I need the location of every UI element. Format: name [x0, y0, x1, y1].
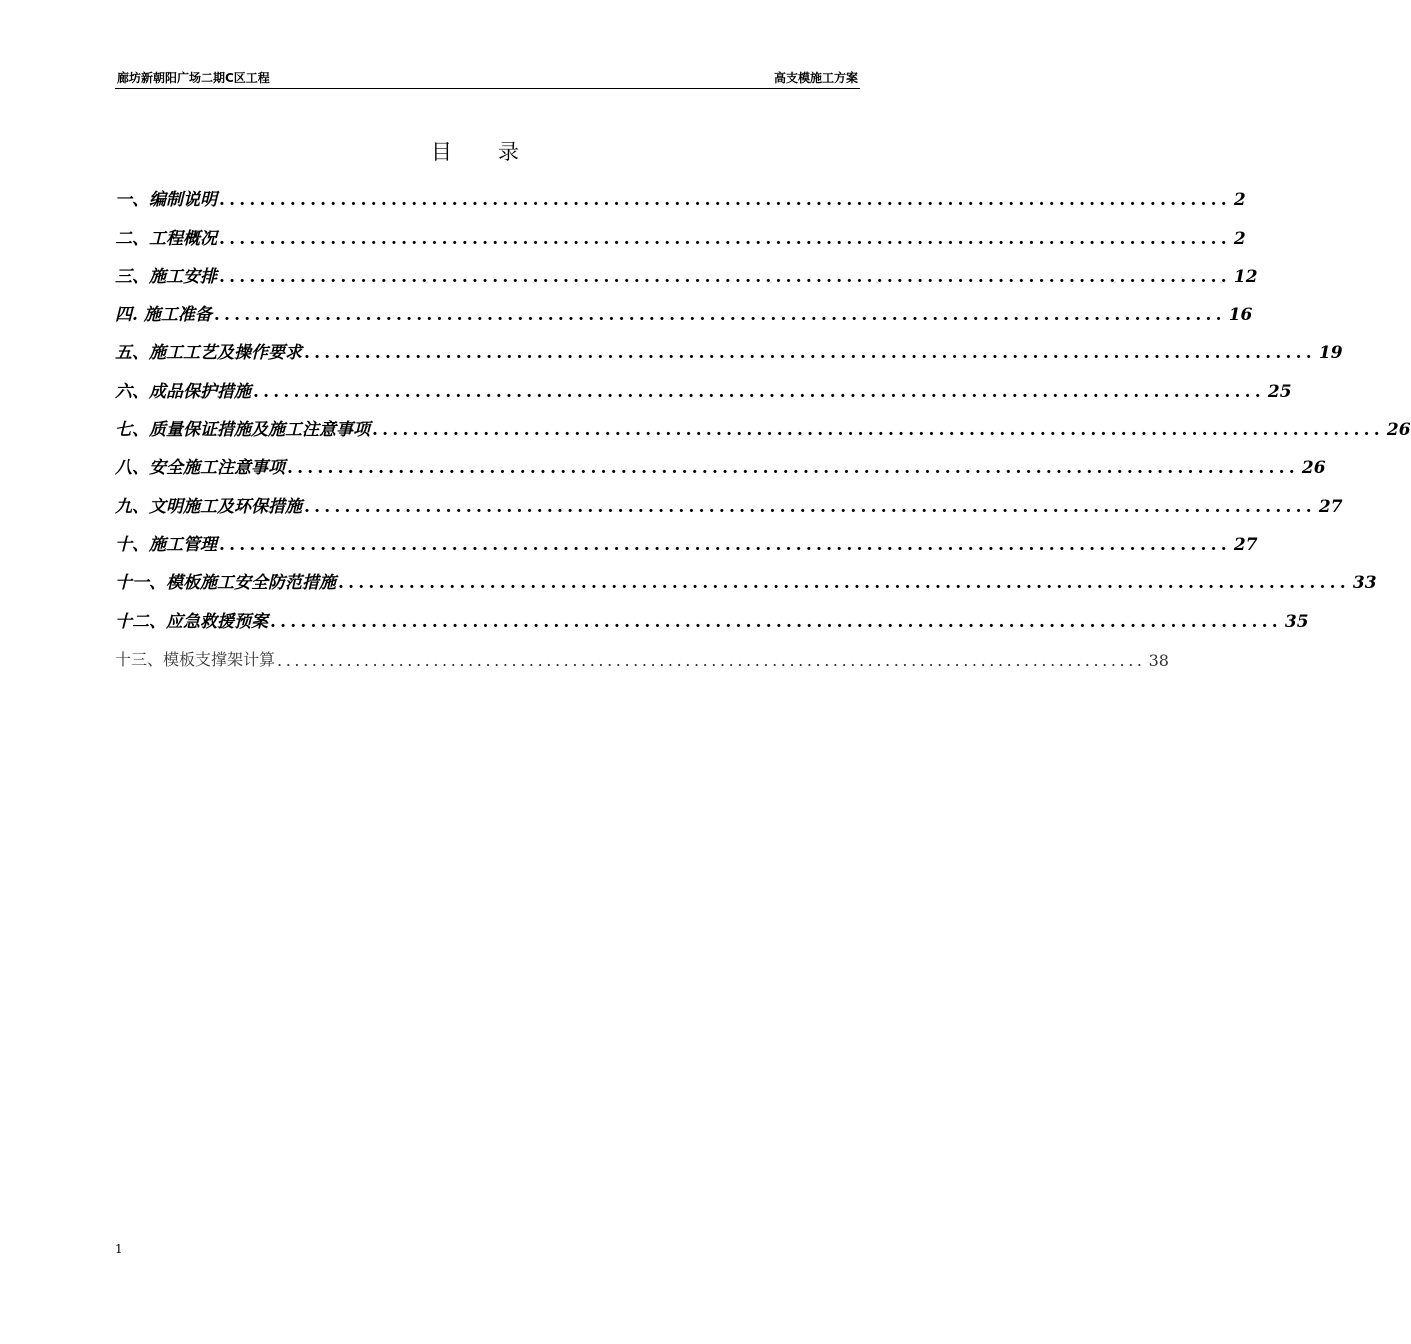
toc-entry-page: 38 [1148, 650, 1169, 670]
toc-entry[interactable] [115, 555, 1377, 594]
toc-entry-page: 33 [1352, 573, 1377, 594]
toc-entry-label: 十、施工管理 [115, 534, 217, 555]
toc-leader-dots: .................................................................................................... [219, 266, 1231, 287]
toc-leader-dots: .................................................................................................... [304, 496, 1316, 517]
header-project-name: 廊坊新朝阳广场二期C区工程 [117, 71, 270, 85]
toc-entry-page: 19 [1318, 343, 1343, 364]
header-document-title: 高支模施工方案 [773, 71, 858, 85]
toc-entry[interactable] [115, 440, 1326, 479]
toc-leader-dots: .................................................................................................... [219, 534, 1231, 555]
toc-entry-label: 三、施工安排 [115, 266, 217, 287]
toc-entry-page: 16 [1228, 305, 1253, 326]
toc-entry[interactable] [115, 517, 1258, 555]
toc-entry[interactable] [115, 249, 1258, 287]
toc-leader-dots: .................................................................................................... [213, 305, 1226, 326]
toc-entry[interactable] [115, 325, 1343, 364]
toc-entry-label: 二、工程概况 [115, 228, 217, 249]
toc-entry[interactable] [115, 363, 1292, 402]
toc-entry-page: 27 [1233, 534, 1258, 555]
toc-entry-label: 八、安全施工注意事项 [115, 458, 285, 479]
toc-leader-dots: .................................................................................................... [219, 190, 1231, 211]
page-header [115, 66, 860, 89]
toc-entry-page: 26 [1301, 458, 1326, 479]
toc-entry[interactable] [115, 593, 1309, 632]
toc-entry[interactable] [115, 632, 1169, 670]
toc-entry-label: 五、施工工艺及操作要求 [115, 343, 302, 364]
toc-entry-page: 2 [1233, 190, 1246, 211]
toc-entry-page: 2 [1233, 228, 1246, 249]
toc-leader-dots: .................................................................................................... [338, 573, 1350, 594]
toc-entry-label: 九、文明施工及环保措施 [115, 496, 302, 517]
toc-entry-label: 一、编制说明 [115, 190, 217, 211]
toc-leader-dots: .................................................................................................... [287, 458, 1299, 479]
toc-leader-dots: .................................................................................................... [372, 420, 1384, 441]
toc-entry-label: 十二、应急救援预案 [115, 611, 268, 632]
toc-entry-label: 六、成品保护措施 [115, 381, 251, 402]
toc-entry-label: 十一、模板施工安全防范措施 [115, 573, 336, 594]
toc-entry-label: 四. 施工准备 [115, 305, 212, 326]
table-of-contents [115, 172, 1411, 670]
toc-leader-dots: .................................................................................................... [253, 381, 1265, 402]
toc-entry-label: 十三、模板支撑架计算 [115, 649, 276, 669]
toc-leader-dots: .................................................................................................... [277, 650, 1146, 670]
toc-entry[interactable] [115, 287, 1253, 326]
toc-entry-page: 27 [1318, 496, 1343, 517]
toc-title: 目录 [431, 140, 565, 164]
toc-entry-page: 25 [1267, 381, 1292, 402]
toc-entry[interactable] [115, 210, 1246, 249]
toc-entry-page: 35 [1284, 611, 1309, 632]
toc-leader-dots: .................................................................................................... [270, 611, 1282, 632]
toc-entry-label: 七、质量保证措施及施工注意事项 [115, 420, 370, 441]
page-number: 1 [115, 1242, 123, 1256]
toc-leader-dots: .................................................................................................... [304, 343, 1316, 364]
toc-leader-dots: .................................................................................................... [219, 228, 1231, 249]
toc-entry-page: 12 [1233, 266, 1258, 287]
toc-entry[interactable] [115, 172, 1246, 211]
toc-entry[interactable] [115, 402, 1411, 441]
toc-entry[interactable] [115, 478, 1343, 517]
toc-entry-page: 26 [1386, 420, 1411, 441]
